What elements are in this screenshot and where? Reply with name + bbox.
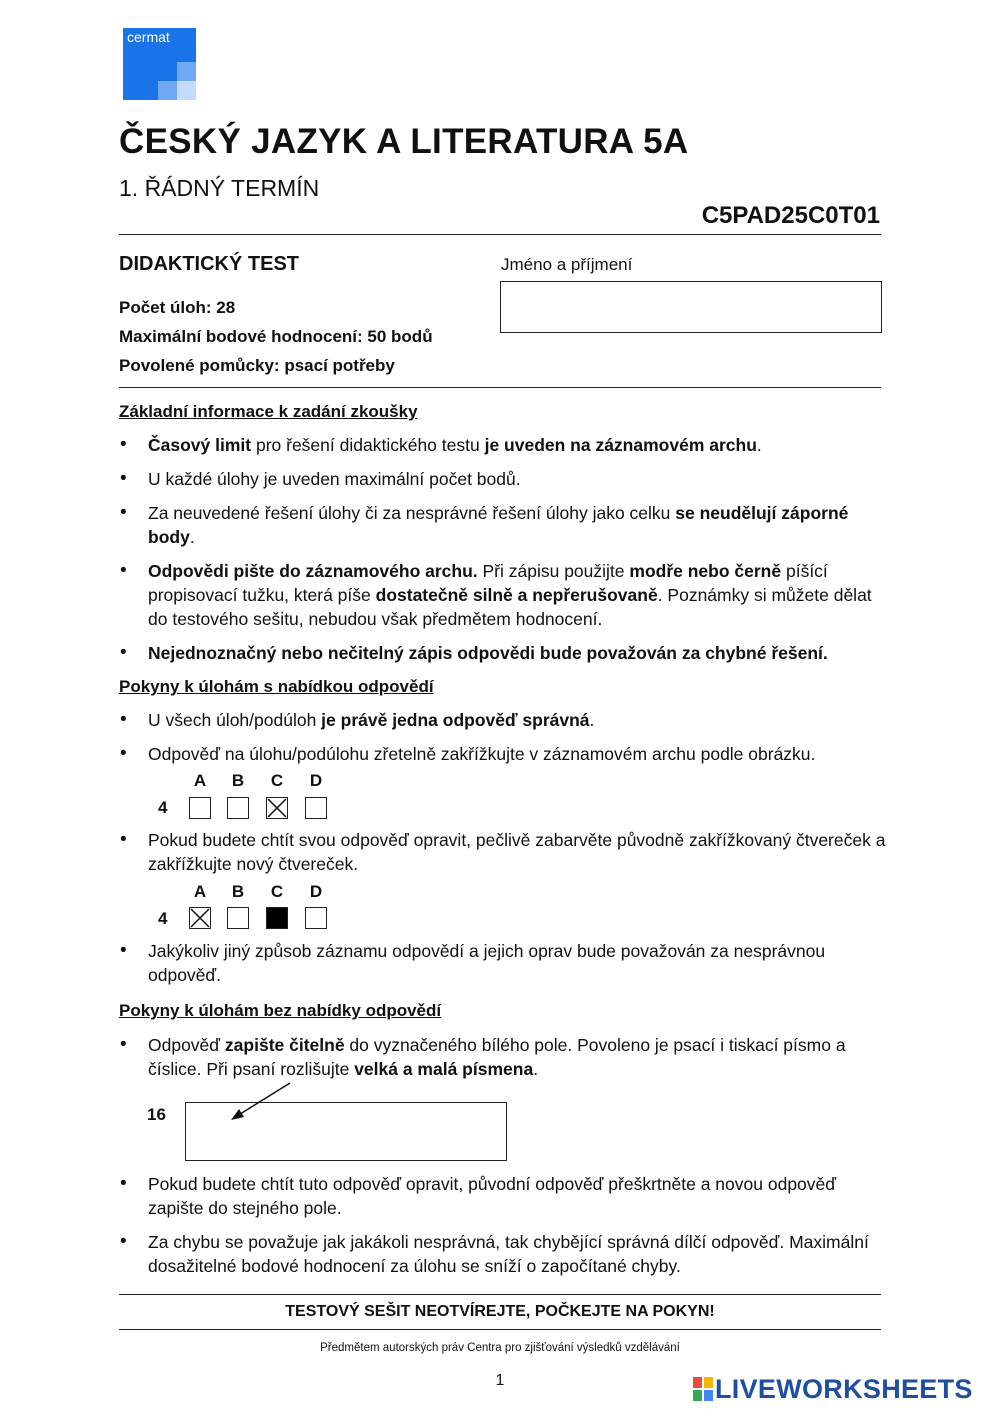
test-heading: DIDAKTICKÝ TEST: [119, 253, 299, 275]
option-label: D: [309, 771, 323, 790]
option-label: C: [270, 882, 284, 901]
name-field[interactable]: [500, 281, 882, 333]
checkbox-a-crossed: [189, 907, 211, 929]
list-item: • Časový limit pro řešení didaktického testu je uveden na záznamovém archu.: [119, 433, 889, 457]
section-heading-open-answer: Pokyny k úlohám bez nabídky odpovědí: [119, 1001, 442, 1020]
divider: [119, 1329, 881, 1330]
liveworksheets-watermark: [693, 1374, 973, 1405]
option-label: B: [231, 771, 245, 790]
example-number: 4: [158, 798, 168, 817]
footer-notice: TESTOVÝ SEŠIT NEOTVÍREJTE, POČKEJTE NA POKYN!: [285, 1303, 715, 1320]
test-code: C5PAD25C0T01: [701, 202, 880, 229]
cross-mark-icon: [190, 908, 210, 928]
list-item: • Pokud budete chtít svou odpověď opravit, pečlivě zabarvěte původně zakřížkovaný čtvereček a zakřížkujte nový čtvereček.: [119, 828, 889, 876]
checkbox-c-filled: [266, 907, 288, 929]
logo-square: [158, 81, 177, 100]
checkbox-d: [305, 907, 327, 929]
logo-text: cermat: [127, 29, 170, 45]
multiple-choice-list: [119, 939, 889, 987]
option-label: D: [309, 882, 323, 901]
page-number: 1: [495, 1372, 505, 1389]
checkbox-b: [227, 797, 249, 819]
logo-square: [177, 81, 196, 100]
option-label: B: [231, 882, 245, 901]
list-item: • Za chybu se považuje jak jakákoli nesprávná, tak chybějící správná dílčí odpověď. Maximální dosažitelné bodové hodnocení za úlohu se sníží o započítané chyby.: [119, 1230, 889, 1278]
name-label: Jméno a příjmení: [501, 255, 633, 274]
arrow-icon: [225, 1080, 295, 1125]
list-item: • Odpovědi pište do záznamového archu. Při zápisu použijte modře nebo černě píšící propisovací tužku, která píše dostatečně silně a nepřerušovaně. Poznámky si můžete dělat do testového sešitu, nebudou však předmětem hodnocení.: [119, 559, 889, 631]
logo-square: [177, 62, 196, 81]
divider: [119, 387, 881, 388]
option-label: A: [193, 771, 207, 790]
list-item: • Pokud budete chtít tuto odpověď opravit, původní odpověď přeškrtněte a novou odpověď zapište do stejného pole.: [119, 1172, 889, 1220]
list-item: • Odpověď zapište čitelně do vyznačeného bílého pole. Povoleno je psací i tiskací písmo a číslice. Při psaní rozlišujte velká a malá písmena.: [119, 1033, 889, 1081]
list-item: • Za neuvedené řešení úlohy či za nesprávné řešení úlohy jako celku se neudělují záporné body.: [119, 501, 889, 549]
cross-mark-icon: [267, 798, 287, 818]
multiple-choice-list: [119, 828, 889, 876]
open-answer-list: [119, 1172, 889, 1288]
document-subtitle: 1. ŘÁDNÝ TERMÍN: [119, 175, 320, 201]
option-label: A: [193, 882, 207, 901]
option-label: C: [270, 771, 284, 790]
basic-info-list: [119, 433, 889, 675]
section-heading-multiple-choice: Pokyny k úlohám s nabídkou odpovědí: [119, 677, 434, 696]
example-number: 16: [147, 1105, 166, 1124]
list-item: • U každé úlohy je uveden maximální počet bodů.: [119, 467, 889, 491]
task-count: Počet úloh: 28: [119, 298, 236, 317]
list-item: • Odpověď na úlohu/podúlohu zřetelně zakřížkujte v záznamovém archu podle obrázku.: [119, 742, 889, 766]
cermat-logo: [123, 28, 196, 100]
section-heading-basic-info: Základní informace k zadání zkoušky: [119, 402, 418, 421]
divider: [119, 1294, 881, 1295]
checkbox-a: [189, 797, 211, 819]
list-item: • Jakýkoliv jiný způsob záznamu odpovědí a jejich oprav bude považován za nesprávnou odpověď.: [119, 939, 889, 987]
watermark-text: LIVEWORKSHEETS: [715, 1374, 973, 1404]
max-points: Maximální bodové hodnocení: 50 bodů: [119, 327, 433, 346]
copyright-text: Předmětem autorských práv Centra pro zjišťování výsledků vzdělávání: [320, 1342, 680, 1354]
checkbox-c-crossed: [266, 797, 288, 819]
open-answer-list: [119, 1033, 889, 1081]
example-number: 4: [158, 909, 168, 928]
multiple-choice-list: [119, 708, 889, 776]
checkbox-d: [305, 797, 327, 819]
liveworksheets-logo-icon: [693, 1377, 713, 1401]
allowed-tools: Povolené pomůcky: psací potřeby: [119, 356, 395, 375]
list-item: • U všech úloh/podúloh je právě jedna odpověď správná.: [119, 708, 889, 732]
checkbox-b: [227, 907, 249, 929]
list-item: • Nejednoznačný nebo nečitelný zápis odpovědi bude považován za chybné řešení.: [119, 641, 889, 665]
divider: [119, 234, 881, 235]
document-title: ČESKÝ JAZYK A LITERATURA 5A: [119, 122, 689, 161]
